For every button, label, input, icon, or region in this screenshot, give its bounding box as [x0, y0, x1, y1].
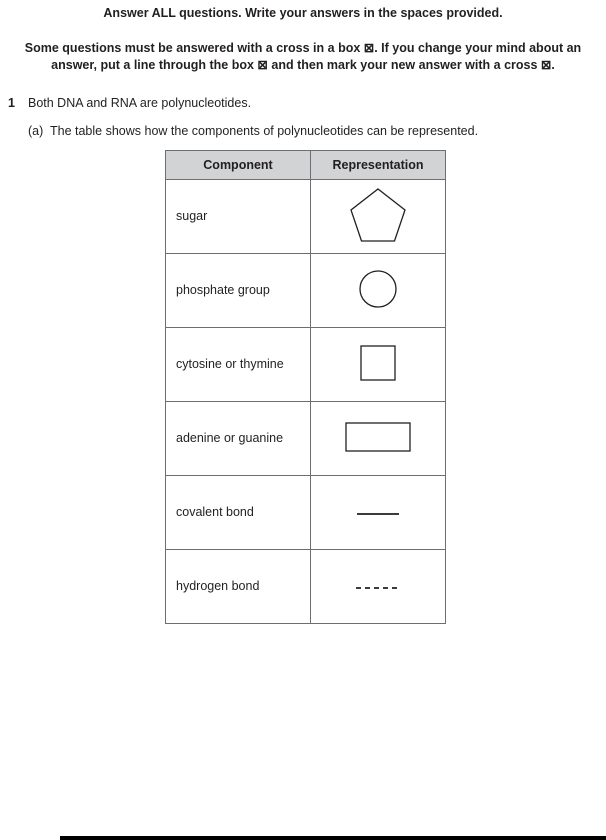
table-row — [166, 327, 446, 401]
representation-table — [165, 150, 446, 624]
column-header-representation: Representation — [311, 150, 446, 179]
page-bottom-rule — [60, 836, 606, 840]
component-label: sugar — [166, 179, 311, 253]
part-a-text: The table shows how the components of polynucleotides can be represented. — [50, 123, 479, 138]
table-header-row — [166, 150, 446, 179]
component-label: cytosine or thymine — [166, 327, 311, 401]
table-row — [166, 253, 446, 327]
instructions-title: Answer ALL questions. Write your answers in the spaces provided. — [103, 6, 503, 20]
instructions-body: Some questions must be answered with a cross in a box ⊠. If you change your mind about an answer, put a line through the box ⊠ and then mark your new answer with a cross ⊠. — [24, 41, 582, 72]
circle-icon — [358, 269, 398, 312]
component-label: hydrogen bond — [166, 549, 311, 623]
table-row — [166, 475, 446, 549]
dashed-line-icon — [355, 580, 401, 594]
question-number: 1 — [8, 95, 15, 110]
question-1 — [8, 96, 606, 110]
column-header-component: Component — [166, 150, 311, 179]
pentagon-icon — [349, 187, 407, 246]
rectangle-icon — [344, 421, 412, 456]
square-icon — [359, 344, 397, 385]
question-1a — [28, 124, 606, 138]
table-row — [166, 549, 446, 623]
table-row — [166, 179, 446, 253]
question-text: Both DNA and RNA are polynucleotides. — [28, 95, 252, 110]
component-label: covalent bond — [166, 475, 311, 549]
solid-line-icon — [356, 506, 400, 520]
component-label: phosphate group — [166, 253, 311, 327]
part-a-label: (a) — [28, 123, 44, 138]
table-row — [166, 401, 446, 475]
component-label: adenine or guanine — [166, 401, 311, 475]
